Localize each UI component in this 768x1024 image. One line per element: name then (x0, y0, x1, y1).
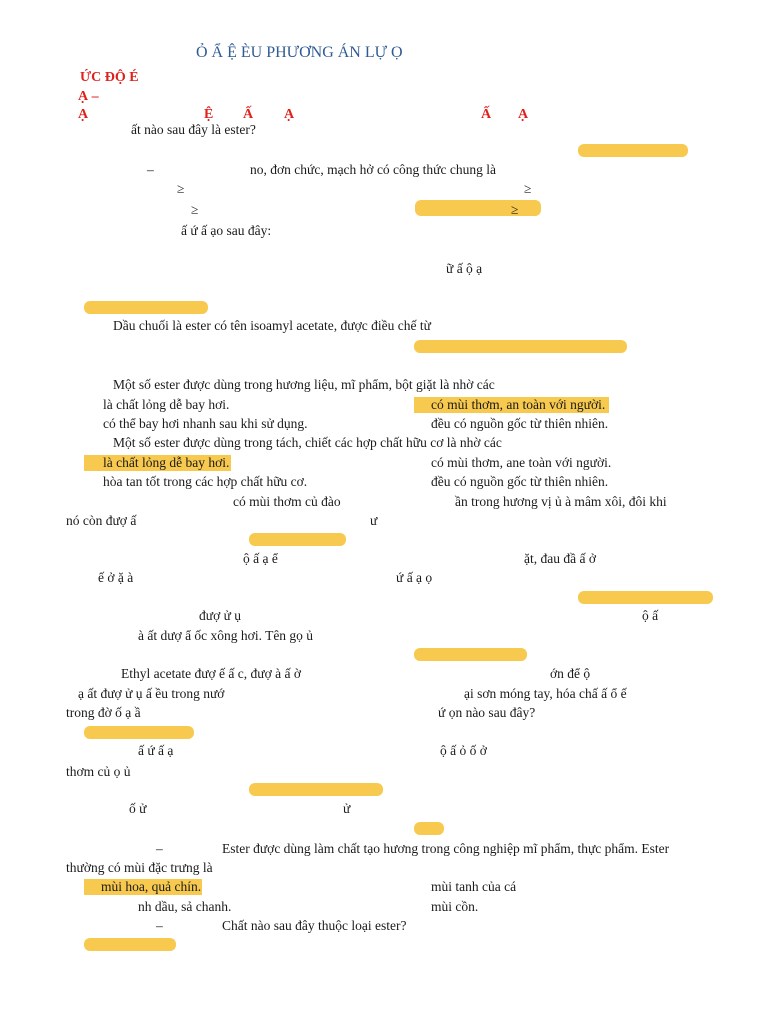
document-title: Ỏ Ẩ Ệ ÈU PHƯƠNG ÁN LỰ Ọ (196, 44, 403, 61)
question-dash: – (156, 918, 163, 933)
option-a-correct: mùi hoa, quả chín. (84, 879, 202, 895)
question-text: ại sơn móng tay, hóa chấ ấ ổ ế (464, 686, 627, 701)
question-text: ứ ấ ạ ọ (396, 570, 433, 585)
question-text: đượ ử ụ (199, 608, 242, 623)
option-text: ộ ấ ỏ ố ở (440, 743, 487, 758)
answer-highlight-bar (249, 783, 383, 796)
question-text: có mùi thơm củ đào (233, 494, 341, 509)
option-c: nh dầu, sả chanh. (138, 899, 232, 914)
option-text: ≥ (511, 202, 519, 217)
question-dash: – (147, 162, 154, 177)
question-text: ứ ọn nào sau đây? (438, 705, 536, 720)
option-text: thơm củ ọ ủ (66, 764, 131, 779)
question-text: ộ ấ ạ ể (243, 551, 278, 566)
answer-highlight-bar (84, 938, 176, 951)
question-text: ộ ấ (642, 608, 659, 623)
question-text: no, đơn chức, mạch hở có công thức chung là (250, 162, 496, 177)
question-text: ữ ấ ộ ạ (446, 261, 483, 276)
question-text: trong đờ ố ạ ầ (66, 705, 141, 720)
answer-highlight-bar (578, 144, 688, 157)
answer-highlight-bar (84, 301, 208, 314)
option-text: ≥ (177, 181, 185, 196)
answer-highlight-bar (578, 591, 713, 604)
section-heading-2-part: Ạ (518, 107, 529, 122)
section-heading-2-part: Ấ (481, 107, 492, 122)
question-text: ạ ất đượ ử ụ ấ ều trong nướ (78, 686, 225, 701)
section-heading-2-part: Ệ (204, 107, 214, 122)
section-heading-1: Ạ – (78, 89, 99, 104)
answer-highlight-bar (249, 533, 346, 546)
option-b-correct: có mùi thơm, an toàn với người. (414, 397, 609, 413)
answer-highlight-bar (414, 340, 627, 353)
option-text: ≥ (524, 181, 532, 196)
option-text: ử (343, 801, 351, 816)
question-text: Ethyl acetate đượ ế ấ c, đượ à ấ ờ (121, 666, 301, 681)
question-text: ặt, đau đầ ấ ở (524, 551, 596, 566)
option-d: mùi cồn. (431, 899, 479, 914)
option-b: có mùi thơm, ane toàn với người. (431, 455, 612, 470)
question-text: Chất nào sau đây thuộc loại ester? (222, 918, 407, 933)
question-text: Một số ester được dùng trong hương liệu, mĩ phẩm, bột giặt là nhờ các (113, 377, 495, 392)
answer-highlight-bar (414, 822, 444, 835)
option-b: mùi tanh của cá (431, 879, 517, 894)
option-d: đều có nguồn gốc từ thiên nhiên. (431, 474, 609, 489)
section-heading-2-part: Ấ (243, 107, 254, 122)
question-text: thường có mùi đặc trưng là (66, 860, 213, 875)
question-text: ất nào sau đây là ester? (131, 122, 256, 137)
question-text: Ester được dùng làm chất tạo hương trong công nghiệp mĩ phẩm, thực phẩm. Ester (222, 841, 670, 856)
question-text: ần trong hương vị ủ à mâm xôi, đôi khi (455, 494, 667, 509)
section-heading-2-part: Ạ (78, 107, 89, 122)
question-text: nó còn đượ ấ (66, 513, 137, 528)
option-d: đều có nguồn gốc từ thiên nhiên. (431, 416, 609, 431)
question-text: ư (370, 513, 378, 528)
question-text: Dầu chuối là ester có tên isoamyl acetate, được điều chế từ (113, 318, 431, 333)
answer-highlight-bar (415, 200, 541, 216)
option-text: ấ ứ ấ ạ (138, 743, 174, 758)
answer-highlight-bar (414, 648, 527, 661)
question-text: ấ ứ ấ ạo sau đây: (181, 223, 272, 238)
question-text: ế ở ặ à (98, 570, 134, 585)
question-text: à ất dượ ẩ ốc xông hơi. Tên gọ ủ (138, 628, 314, 643)
option-c: hòa tan tốt trong các hợp chất hữu cơ. (103, 474, 308, 489)
question-dash: – (156, 841, 163, 856)
option-text: ≥ (191, 202, 199, 217)
question-text: Một số ester được dùng trong tách, chiết các hợp chất hữu cơ là nhờ các (113, 435, 502, 450)
option-text: ố ử (129, 801, 147, 816)
answer-highlight-bar (84, 726, 194, 739)
section-heading-2-part: Ạ (284, 107, 295, 122)
option-c: có thể bay hơi nhanh sau khi sử dụng. (103, 416, 308, 431)
option-a-correct: là chất lỏng dễ bay hơi. (84, 455, 231, 471)
option-a: là chất lỏng dễ bay hơi. (103, 397, 230, 412)
difficulty-level: ỨC ĐỘ É (80, 70, 139, 85)
question-text: ớn để ộ (550, 666, 591, 681)
